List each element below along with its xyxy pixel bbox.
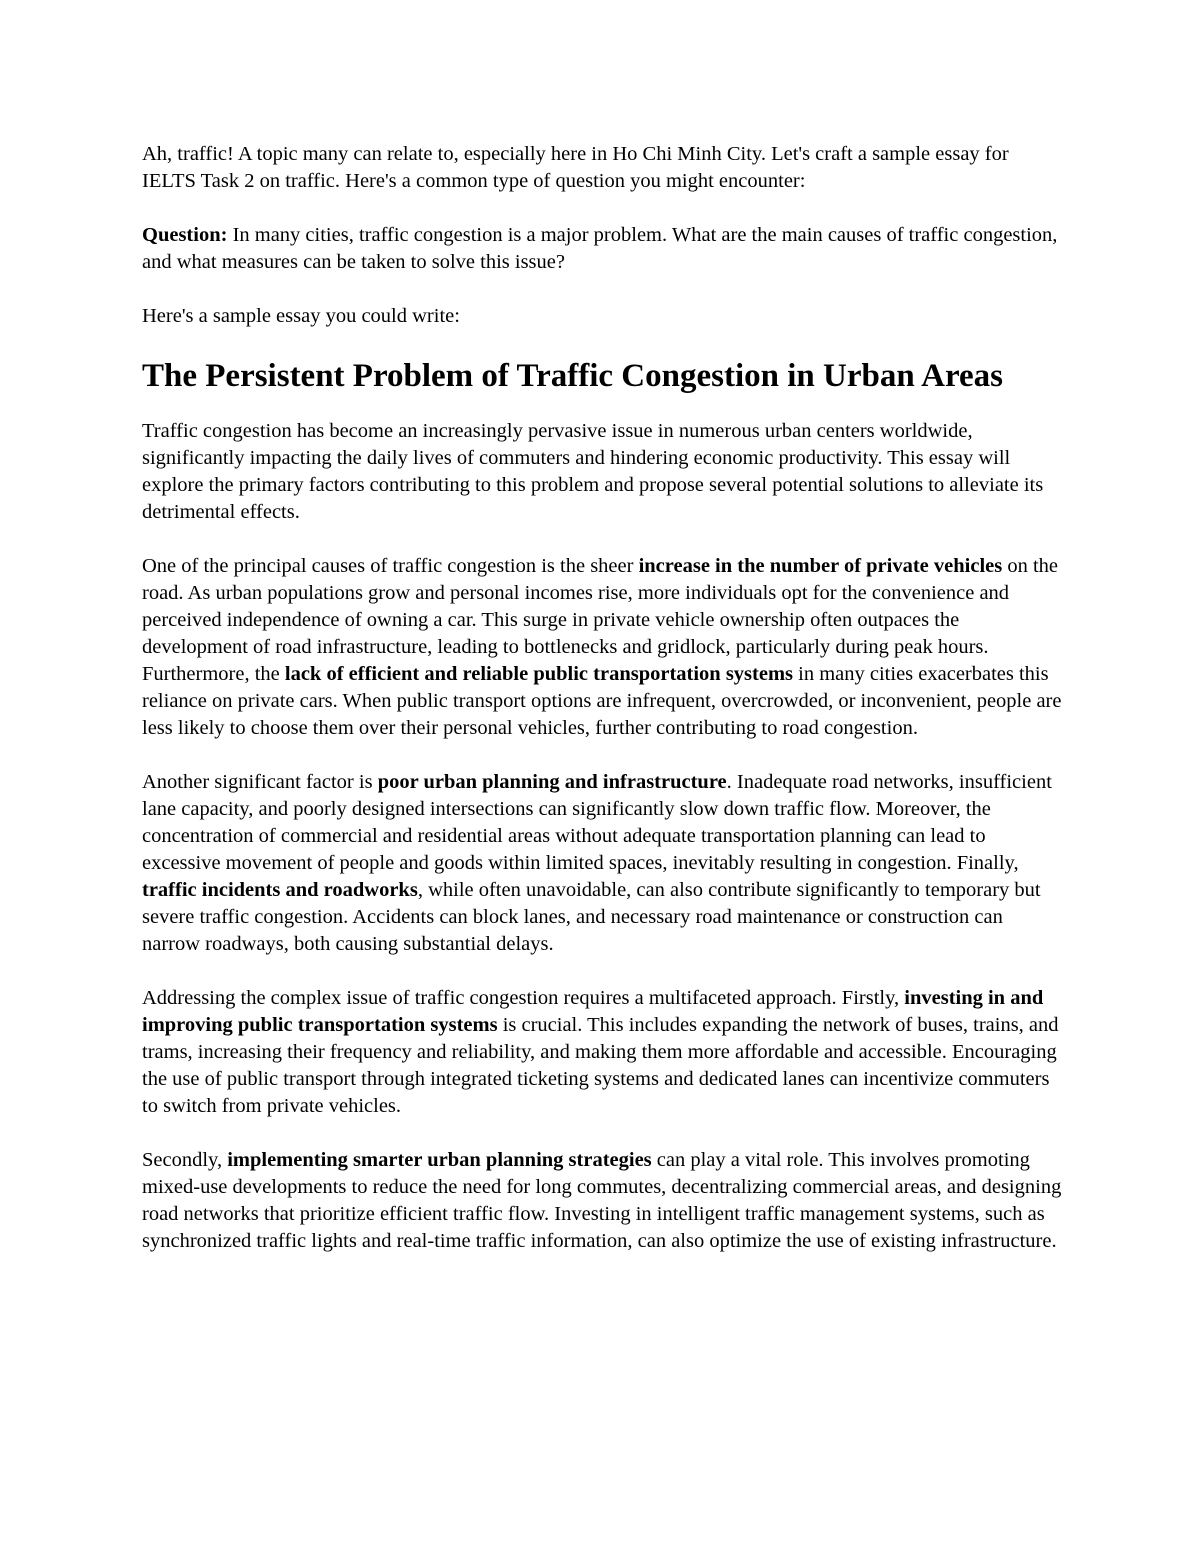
- question-paragraph: [142, 222, 1062, 276]
- paragraph-text: . Inadequate road networks, insufficient lane capacity, and poorly designed intersections can significantly slow down traffic flow. Moreover, the concentration of commercial and residential areas without adequate transportation planning can lead to excessive movement of people and goods within limited spaces, inevitably resulting in congestion. Finally,: [142, 771, 1052, 874]
- intro-text: Ah, traffic! A topic many can relate to, especially here in Ho Chi Minh City. Let's craft a sample essay for IELTS Task 2 on traffic. Here's a common type of question you might encounter:: [142, 143, 1009, 192]
- essay-paragraph-5: [142, 1147, 1062, 1255]
- paragraph-text: on the road. As urban populations grow and personal incomes rise, more individuals opt for the convenience and perceived independence of owning a car. This surge in private vehicle ownership often outpaces the development of road infrastructure, leading to bottlenecks and gridlock, particularly during peak hours. Furthermore, the: [142, 555, 1059, 685]
- paragraph-text: Another significant factor is: [142, 771, 378, 793]
- paragraph-text: Addressing the complex issue of traffic congestion requires a multifaceted approach. Firstly,: [142, 987, 905, 1009]
- paragraph-text: Traffic congestion has become an increasingly pervasive issue in numerous urban centers worldwide, significantly impacting the daily lives of commuters and hindering economic productivity. This essay will explore the primary factors contributing to this problem and propose several potential solutions to alleviate its detrimental effects.: [142, 420, 1044, 523]
- paragraph-text: , while often unavoidable, can also contribute significantly to temporary but severe traffic congestion. Accidents can block lanes, and necessary road maintenance or construction can narrow roadways, both causing substantial delays.: [142, 879, 1041, 955]
- paragraph-text: One of the principal causes of traffic congestion is the sheer: [142, 555, 639, 577]
- essay-paragraph-4: [142, 985, 1062, 1120]
- paragraph-text: can play a vital role. This involves promoting mixed-use developments to reduce the need for long commutes, decentralizing commercial areas, and designing road networks that prioritize efficient traffic flow. Investing in intelligent traffic management systems, such as synchronized traffic lights and real-time traffic information, can also optimize the use of existing infrastructure.: [142, 1149, 1062, 1252]
- bold-phrase: implementing smarter urban planning strategies: [227, 1149, 652, 1171]
- essay-paragraph-1: [142, 418, 1062, 526]
- paragraph-text: in many cities exacerbates this reliance on private cars. When public transport options are infrequent, overcrowded, or inconvenient, people are less likely to choose them over their personal vehicles, further contributing to road congestion.: [142, 663, 1062, 739]
- essay-paragraph-3: [142, 769, 1062, 958]
- bold-phrase: investing in and improving public transportation systems: [142, 987, 1044, 1036]
- document-body: [142, 141, 1062, 1282]
- question-label: Question:: [142, 224, 228, 246]
- lead-in-text: Here's a sample essay you could write:: [142, 305, 460, 327]
- essay-paragraph-2: [142, 553, 1062, 742]
- lead-in-paragraph: [142, 303, 1062, 330]
- paragraph-text: is crucial. This includes expanding the network of buses, trains, and trams, increasing their frequency and reliability, and making them more affordable and accessible. Encouraging the use of public transport through integrated ticketing systems and dedicated lanes can incentivize commuters to switch from private vehicles.: [142, 1014, 1059, 1117]
- bold-phrase: lack of efficient and reliable public transportation systems: [284, 663, 794, 685]
- intro-paragraph: [142, 141, 1062, 195]
- bold-phrase: poor urban planning and infrastructure: [377, 771, 727, 793]
- paragraph-text: Secondly,: [142, 1149, 228, 1171]
- bold-phrase: traffic incidents and roadworks: [142, 879, 418, 901]
- bold-phrase: increase in the number of private vehicles: [638, 555, 1003, 577]
- essay-title: The Persistent Problem of Traffic Congestion in Urban Areas: [142, 358, 1003, 394]
- question-text: In many cities, traffic congestion is a major problem. What are the main causes of traffic congestion, and what measures can be taken to solve this issue?: [142, 224, 1058, 273]
